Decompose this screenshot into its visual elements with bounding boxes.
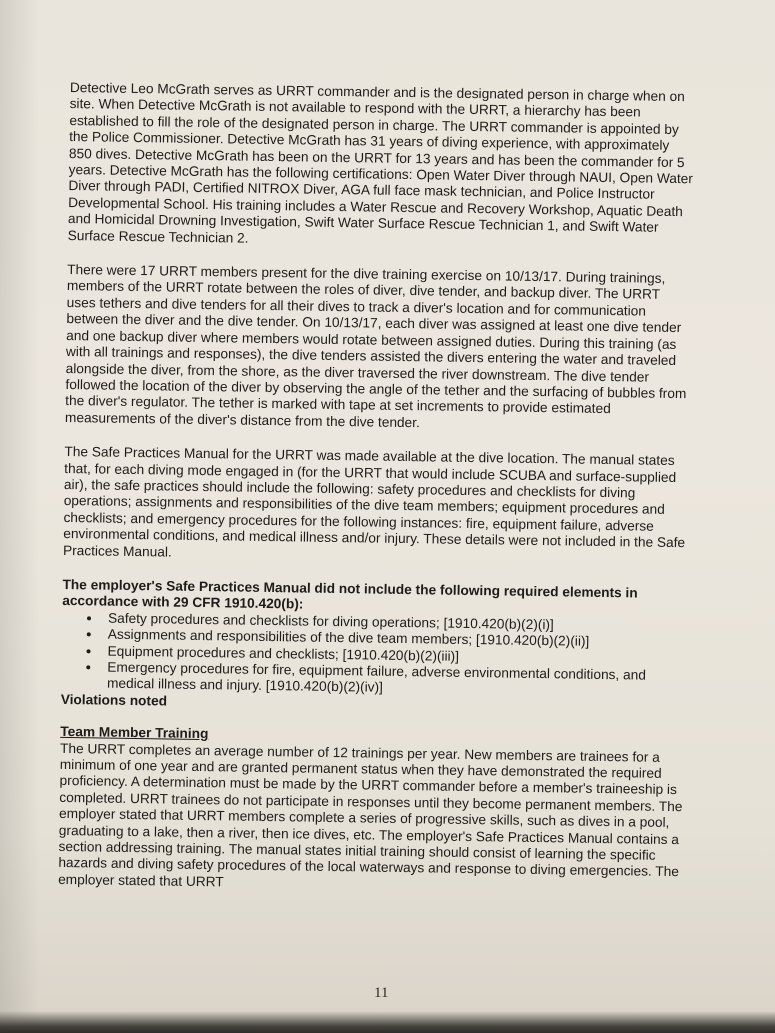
paragraph-commander: Detective Leo McGrath serves as URRT commander and is the designated person in charge when on site. When Detective McGrath is not available to respond with the URRT, a hierarchy has been established to fill the role of the designated person in charge. The URRT commander is appointed by the Police Commissioner. Detective McGrath has 31 years of diving experience, with approximately 850 dives. Detective McGrath has been on the URRT for 13 years and has been the commander for 5 years. Detective McGrath has the following certifications: Open Water Diver through NAUI, Open Water Diver through PADI, Certified NITROX Diver, AGA full face mask technician, and Police Instructor Developmental School. His training includes a Water Rescue and Recovery Workshop, Aquatic Death and Homicidal Drowning Investigation, Swift Water Surface Rescue Technician 1, and Swift Water Surface Rescue Technician 2.: [67, 80, 694, 246]
page-shadow: [0, 0, 40, 1033]
paragraph-dive-exercise: There were 17 URRT members present for the dive training exercise on 10/13/17. During trainings, members of the URRT rotate between the roles of diver, dive tender, and backup diver. The URRT uses tethers and dive tenders for all their dives to track a diver's location and for communication between the diver and the dive tender. On 10/13/17, each diver was assigned at least one dive tender and one backup diver where members would rotate between assigned duties. During this training (as with all trainings and responses), the dive tenders assisted the divers entering the water and traveled alongside the diver, from the shore, as the diver traversed the river downstream. The dive tender followed the location of the diver by observing the angle of the tether and the surfacing of bubbles from the diver's regulator. The tether is marked with tape at set increments to provide estimated measurements of the diver's distance from the dive tender.: [64, 262, 687, 430]
requirement-item: • Safety procedures and checklists for diving operations; [1910.420(b)(2)(i)]: [102, 610, 687, 635]
requirements-section: [61, 577, 688, 718]
violations-noted: Violations noted: [60, 691, 168, 709]
requirement-item: • Equipment procedures and checklists; [1910.420(b)(2)(iii)]: [101, 643, 686, 668]
background-surface: [0, 1011, 775, 1033]
paragraph-safe-practices: The Safe Practices Manual for the URRT was made available at the dive location. The manual states that, for each diving mode engaged in (for the URRT that would include SCUBA and surface-supplied air), the safe practices should include the following: safety procedures and checklists for diving operations; assignments and responsibilities of the dive team members; equipment procedures and checklists; and emergency procedures for the following instances: fire, equipment failure, adverse environmental conditions, and medical illness and/or injury. These details were not included in the Safe Practices Manual.: [62, 444, 686, 560]
requirement-item: • Emergency procedures for fire, equipment failure, adverse environmental conditions, and medical illness and injury. [1910.420(b)(2)(iv)]: [101, 660, 686, 701]
requirements-list: [61, 610, 687, 701]
requirements-heading: The employer's Safe Practices Manual did not include the following required elements in accordance with 29 CFR 1910.420(b):: [62, 576, 638, 612]
page-content: [58, 80, 695, 897]
training-section: [58, 724, 685, 897]
training-paragraph: The URRT completes an average number of 12 trainings per year. New members are trainees for a minimum of one year and are granted permanent status when they have demonstrated the required proficiency. A determination must be made by the URRT commander before a member's traineeship is completed. URRT trainees do not participate in responses until they become permanent members. The employer stated that URRT members complete a series of progressive skills, such as dives in a pool, graduating to a lake, then a river, then ice dives, etc. The employer's Safe Practices Manual contains a section addressing training. The manual states initial training should consist of learning the specific hazards and diving safety procedures of the local waterways and response to diving emergencies. The employer stated that URRT: [58, 740, 683, 890]
page-number: 11: [374, 985, 389, 1001]
requirement-item: • Assignments and responsibilities of the dive team members; [1910.420(b)(2)(ii)]: [102, 627, 687, 652]
training-heading: Team Member Training: [60, 724, 209, 742]
